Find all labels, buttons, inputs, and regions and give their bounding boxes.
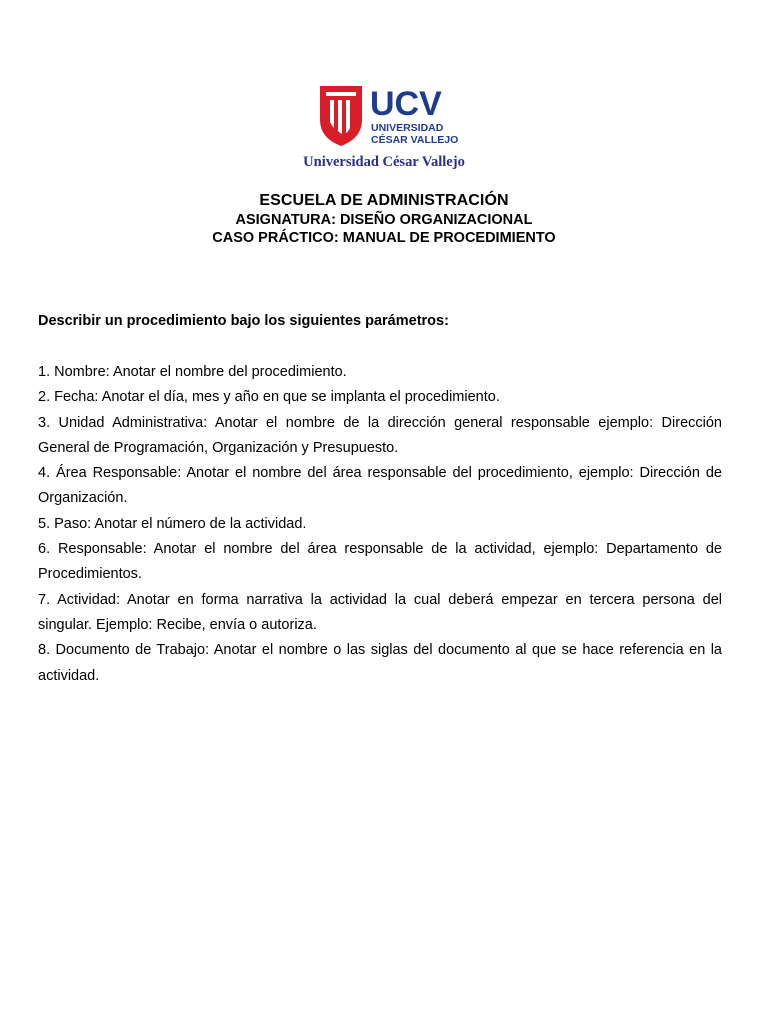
- university-name: Universidad César Vallejo: [303, 154, 465, 170]
- ucv-logo: [318, 82, 459, 148]
- ucv-shield-icon: [318, 82, 459, 148]
- subject-title: ASIGNATURA: DISEÑO ORGANIZACIONAL: [235, 212, 533, 228]
- list-item: 2. Fecha: Anotar el día, mes y año en que se implanta el procedimiento.: [38, 389, 500, 406]
- list-item: 4. Área Responsable: Anotar el nombre del área responsable del procedimiento, ejemplo: Dirección de Organización.: [38, 465, 722, 507]
- document-header: [0, 191, 768, 247]
- list-item: 7. Actividad: Anotar en forma narrativa la actividad la cual deberá empezar en tercera persona del singular. Ejemplo: Recibe, envía o autoriza.: [38, 591, 722, 633]
- list-item: 1. Nombre: Anotar el nombre del procedimiento.: [38, 364, 347, 380]
- logo-line2: CÉSAR VALLEJO: [371, 134, 459, 146]
- case-title: CASO PRÁCTICO: MANUAL DE PROCEDIMIENTO: [212, 230, 556, 246]
- list-item: 8. Documento de Trabajo: Anotar el nombre o las siglas del documento al que se hace referencia en la actividad.: [38, 642, 722, 684]
- list-item: 5. Paso: Anotar el número de la actividad.: [38, 515, 307, 532]
- logo-line1: UNIVERSIDAD: [371, 122, 444, 134]
- logo-wordmark: UCV: [370, 85, 442, 123]
- list-item: 6. Responsable: Anotar el nombre del área responsable de la actividad, ejemplo: Departamento de Procedimientos.: [38, 541, 722, 583]
- school-title: ESCUELA DE ADMINISTRACIÓN: [259, 192, 509, 209]
- instructions-intro: Describir un procedimiento bajo los siguientes parámetros:: [38, 313, 449, 329]
- list-item: 3. Unidad Administrativa: Anotar el nombre de la dirección general responsable ejemplo: Dirección General de Programación, Organización y Presupuesto.: [38, 414, 722, 456]
- parameters-list: [38, 360, 722, 689]
